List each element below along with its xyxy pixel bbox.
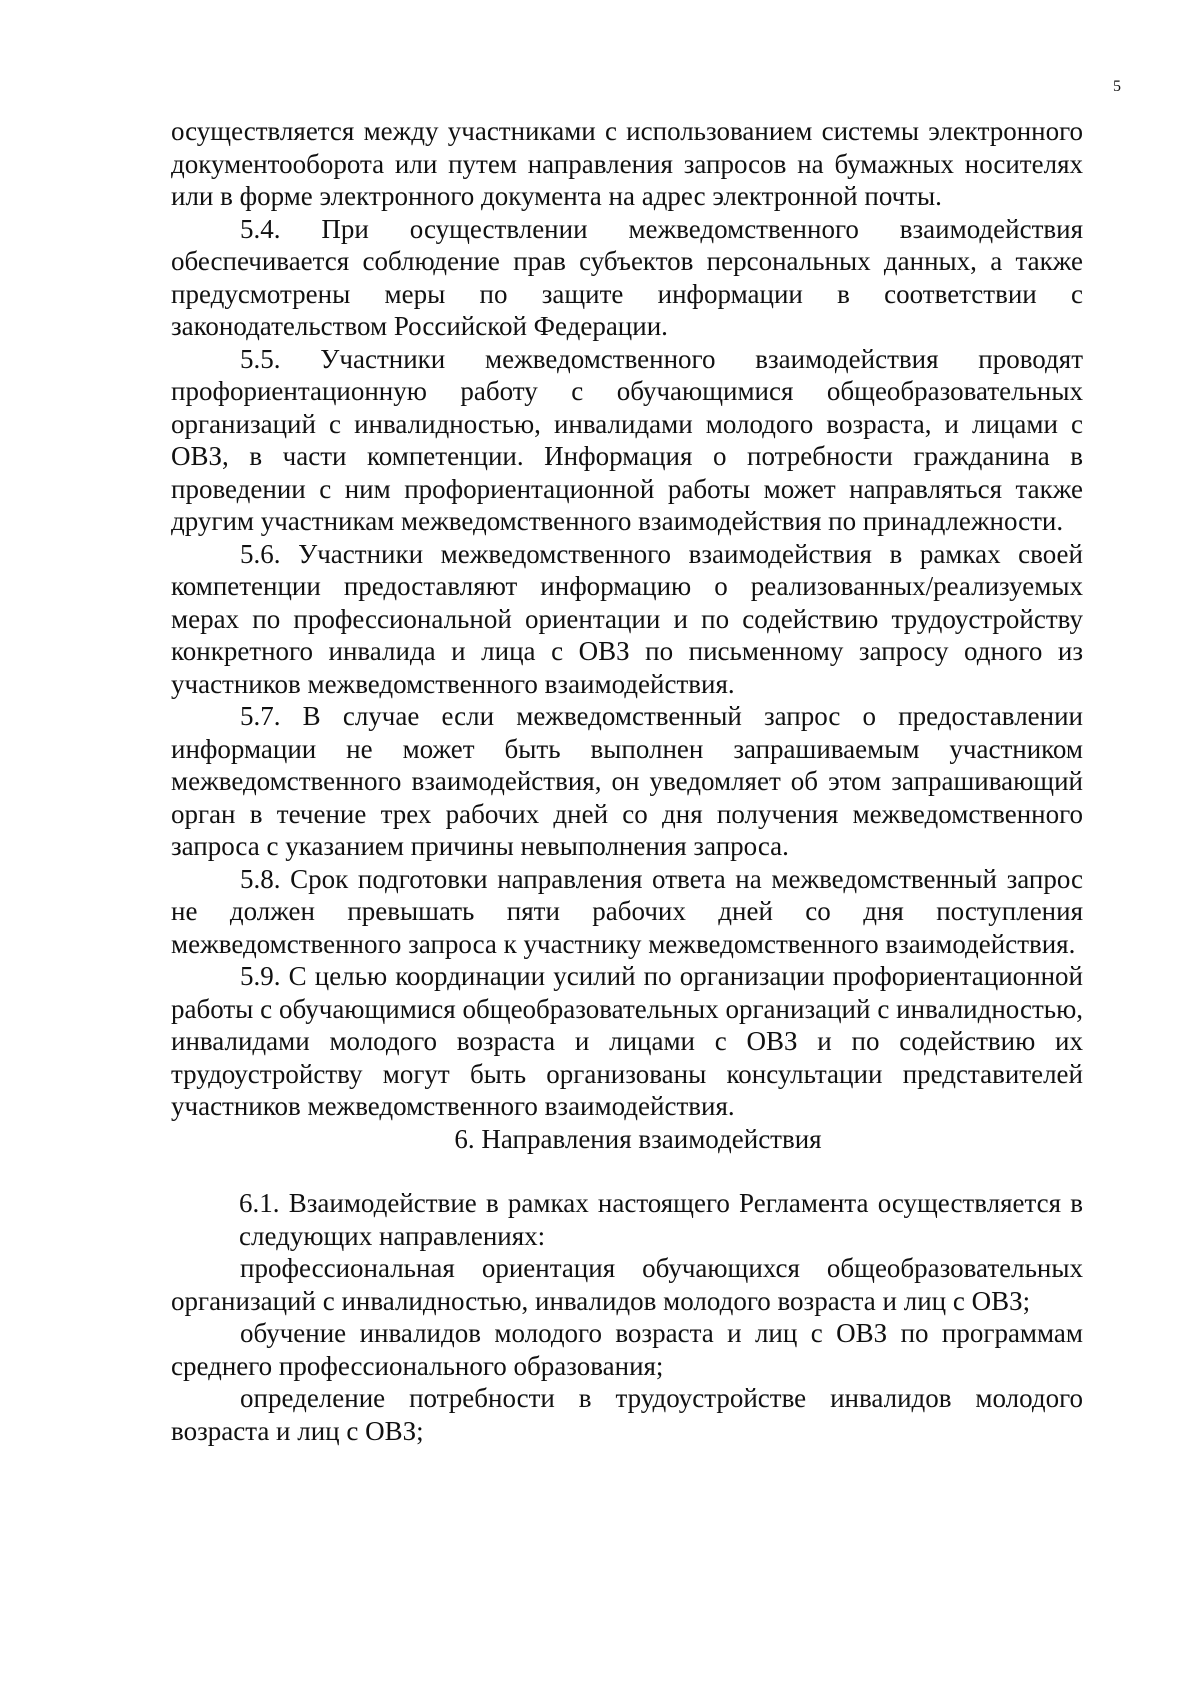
direction-item: профессиональная ориентация обучающихся общеобразовательных организаций с инвалидностью, инвалидов молодого возраста и лиц с ОВЗ; [171,1253,1083,1316]
paragraph-5-5: 5.5. Участники межведомственного взаимодействия проводят профориентационную работу с обучающимися общеобразовательных организаций с инвалидностью, инвалидами молодого возраста, и лицами с ОВЗ, в части компетенции. Информация о потребности гражданина в проведении с ним профориентационной работы может направляться также другим участникам межведомственного взаимодействия по принадлежности. [171,343,1083,536]
paragraph-5-8: 5.8. Срок подготовки направления ответа на межведомственный запрос не должен превышать пяти рабочих дней со дня поступления межведомственного запроса к участнику межведомственного взаимодействия. [171,863,1083,959]
section-heading: 6. Направления взаимодействия [454,1123,822,1154]
paragraph-6-1: 6.1. Взаимодействие в рамках настоящего Регламента осуществляется в следующих направлениях: [239,1188,1083,1251]
paragraph-5-6: 5.6. Участники межведомственного взаимодействия в рамках своей компетенции предоставляют информацию о реализованных/реализуемых мерах по профессиональной ориентации и по содействию трудоустройству конкретного инвалида и лица с ОВЗ по письменному запросу одного из участников межведомственного взаимодействия. [171,538,1083,699]
page-number: 5 [1113,78,1121,95]
paragraph-5-9: 5.9. С целью координации усилий по организации профориентационной работы с обучающимися общеобразовательных организаций с инвалидностью, инвалидами молодого возраста и лицами с ОВЗ и по содействию их трудоустройству могут быть организованы консультации представителей участников межведомственного взаимодействия. [171,961,1083,1121]
paragraph-5-4: 5.4. При осуществлении межведомственного взаимодействия обеспечивается соблюдение прав субъектов персональных данных, а также предусмотрены меры по защите информации в соответствии с законодательством Российской Федерации. [171,213,1083,341]
direction-item: определение потребности в трудоустройстве инвалидов молодого возраста и лиц с ОВЗ; [171,1383,1083,1446]
paragraph-5-7: 5.7. В случае если межведомственный запрос о предоставлении информации не может быть выполнен запрашиваемым участником межведомственного взаимодействия, он уведомляет об этом запрашивающий орган в течение трех рабочих дней со дня получения межведомственного запроса с указанием причины невыполнения запроса. [171,701,1083,861]
paragraph-6-1-block [239,1187,1083,1252]
direction-item: обучение инвалидов молодого возраста и лиц с ОВЗ по программам среднего профессионального образования; [171,1318,1083,1381]
paragraph-continuation: осуществляется между участниками с использованием системы электронного документооборота или путем направления запросов на бумажных носителях или в форме электронного документа на адрес электронной почты. [171,116,1083,211]
document-body [171,115,1083,1447]
